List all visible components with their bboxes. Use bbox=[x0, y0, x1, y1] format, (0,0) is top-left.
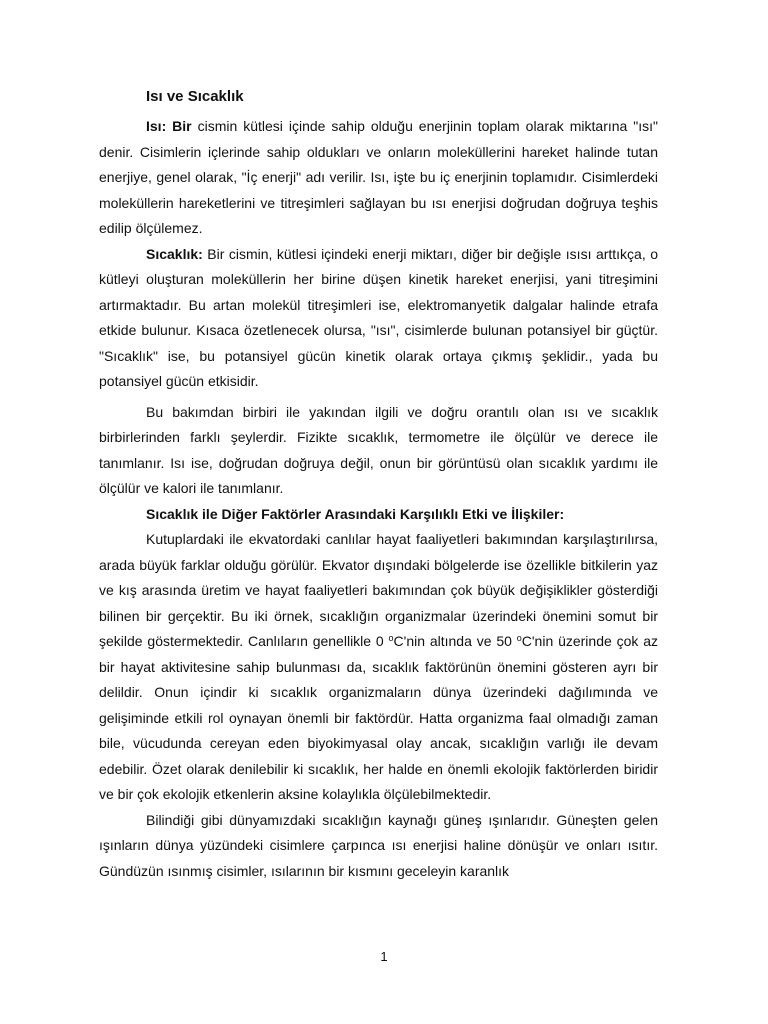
paragraph-comparison-text: Bu bakımdan birbiri ile yakından ilgili ve doğru orantılı olan ısı ve sıcaklık birbirlerinden farklı şeylerdir. Fizikte sıcaklık, termometre ile ölçülür ve derece ile tanımlanır. Isı ise, doğrudan doğruya değil, onun bir görüntüsü olan sıcaklık yardımı ile ölçülür ve kalori ile tanımlanır. bbox=[99, 403, 658, 496]
term-sicaklik: Sıcaklık: bbox=[146, 245, 203, 262]
paragraph-ecology-text-1: Kutuplardaki ile ekvatordaki canlılar hayat faaliyetleri bakımından karşılaştırılırsa, arada büyük farklar olduğu görülür. Ekvator dışındaki bölgelerde ise özellikle bitkilerin yaz ve kış arasında üretim ve hayat faaliyetleri bakımından çok büyük değişiklikler gösterdiği bilinen bir gerçektir. Bu iki örnek, sıcaklığın organizmalar üzerindeki önemini somut bir şekilde göstermektedir. Canlıların genellikle 0 bbox=[99, 531, 658, 649]
degree-superscript-1: o bbox=[388, 633, 394, 643]
document-body bbox=[99, 86, 658, 884]
paragraph-isi bbox=[99, 114, 658, 242]
paragraph-comparison bbox=[99, 400, 658, 502]
paragraph-sun-text: Bilindiği gibi dünyamızdaki sıcaklığın kaynağı güneş ışınlarıdır. Güneşten gelen ışınların dünya yüzündeki cisimlere çarpınca ısı enerjisi haline dönüşür ve onları ısıtır. Gündüzün ısınmış cisimler, ısılarının bir kısmını geceleyin karanlık bbox=[99, 811, 658, 879]
section-heading: Sıcaklık ile Diğer Faktörler Arasındaki Karşılıklı Etki ve İlişkiler: bbox=[146, 505, 565, 522]
paragraph-isi-text: cismin kütlesi içinde sahip olduğu enerjinin toplam olarak miktarına "ısı" denir. Cisimlerin içlerinde sahip oldukları ve onların moleküllerini hareket halinde tutan enerjiye, genel olarak, "İç enerji" adı verilir. Isı, işte bu iç enerjinin toplamıdır. Cisimlerdeki moleküllerin hareketlerini ve titreşimleri sağlayan bu ısı enerjisi doğrudan doğruya teşhis edilip ölçülemez. bbox=[99, 118, 658, 236]
paragraph-ecology-text-3: C'nin üzerinde çok az bir hayat aktivitesine sahip bulunması da, sıcaklık faktörünün önemini gösteren ayrı bir delildir. Onun içindir ki sıcaklık organizmaların dünya üzerindeki dağılımında ve gelişiminde etkili rol oynayan önemli bir faktördür. Hatta organizma faal olmadığı zaman bile, vücudunda cereyan eden biyokimyasal olay ancak, sıcaklığın varlığı ile devam edebilir. Özet olarak denilebilir ki sıcaklık, her halde en önemli ekolojik faktörlerden biridir ve bir çok ekolojik etkenlerin aksine kolaylıkla ölçülebilmektedir. bbox=[99, 633, 659, 802]
paragraph-ecology bbox=[99, 527, 658, 808]
page-number: 1 bbox=[380, 949, 388, 964]
paragraph-ecology-text-2: C'nin altında ve 50 bbox=[393, 633, 517, 649]
paragraph-sicaklik-text: Bir cismin, kütlesi içindeki enerji miktarı, diğer bir değişle ısısı arttıkça, o kütleyi oluşturan moleküllerin her birine düşen kinetik hareket enerjisi, yani titreşimini artırmaktadır. Bu artan molekül titreşimleri ise, elektromanyetik dalgalar halinde etrafa etkide bulunur. Kısaca özetlenecek olursa, "ısı", cisimlerde bulunan potansiyel bir güçtür. "Sıcaklık" ise, bu potansiyel gücün kinetik olarak ortaya çıkmış şeklidir., yada bu potansiyel gücün etkisidir. bbox=[99, 245, 658, 389]
paragraph-sicaklik bbox=[99, 242, 658, 395]
term-isi: Isı: Bir bbox=[146, 118, 192, 134]
degree-superscript-2: o bbox=[516, 633, 522, 643]
paragraph-sun bbox=[99, 808, 658, 885]
document-title: Isı ve Sıcaklık bbox=[146, 88, 244, 105]
